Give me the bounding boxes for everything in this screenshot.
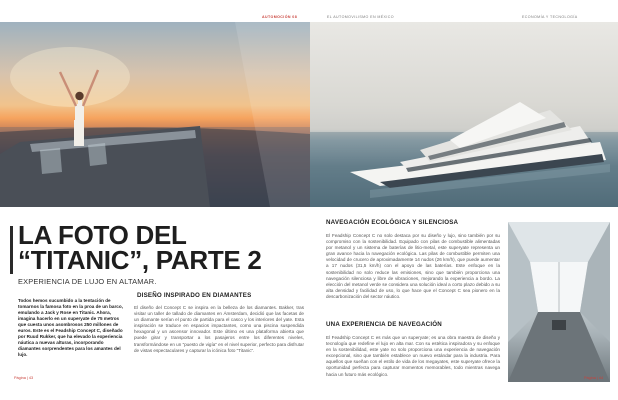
interior-atrium-photo xyxy=(508,222,610,382)
headline-accent-bar xyxy=(10,226,13,274)
titanic-pose-photo xyxy=(0,22,310,207)
folio-right: Página | 44 xyxy=(584,376,604,380)
running-header-right: ECONOMÍA Y TECNOLOGÍA xyxy=(522,15,578,19)
running-header-section: AUTOMOCIÓN xyxy=(262,15,291,19)
section-title-eco: NAVEGACIÓN ECOLÓGICA Y SILENCIOSA xyxy=(326,219,459,226)
folio-left: Página | 43 xyxy=(14,376,34,380)
article-headline: LA FOTO DEL “TITANIC”, PARTE 2 xyxy=(18,220,262,275)
yacht-photo xyxy=(310,22,618,207)
article-subhead: EXPERIENCIA DE LUJO EN ALTAMAR. xyxy=(18,277,157,286)
section-body-diamonds: El diseño del Concept C se inspira en la belleza de los diamantes. Bakker, tras visitar un taller de tallado de diamantes en Ámsterdam, decidió que las facetas de un diamante serían el punto de partida para el casco y los interiores del yate. Esta inspiración se traduce en espacios impactantes, como una piscina suspendida hexagonal y un ascensor innovador. Este último es una plataforma abierta que puede girar y transportar a los pasajeros entre los diferentes niveles, transformándose en un “puesto de vigía” en el nivel superior, perfecto para disfrutar de vistas espectaculares y capturar la icónica foto “Titanic”. xyxy=(134,305,304,353)
running-header-page: 08 xyxy=(292,15,298,19)
running-header-center: EL AUTOMOVILISMO EN MÉXICO xyxy=(327,15,394,19)
section-body-experience: El Feadship Concept C es más que un superyate; es una obra maestra de diseño y tecnología que redefine el lujo en alta mar. Con su estética inspiradora y su enfoque en la sostenibilidad, este yate no solo proporciona una experiencia de navegación excepcional, sino que también establece un nuevo estándar para la industria. Para aquellos que sueñan con el estilo de vida de los megayates, este superyate ofrece la oportunidad perfecta para capturar momentos memorables, todo mientras navega hacia un futuro más ecológico. xyxy=(326,335,500,377)
article-lead: Todos hemos sucumbido a la tentación de tomarnos la famosa foto en la proa de un barco, emulando a Jack y Rose en Titanic. Ahora, imagina hacerlo en un superyate de 75 metros que cuesta unos asombrosos 250 millones de euros. Este es el Feadship Concept C, diseñado por Ruud Rukker, que ha elevado la experiencia náutica a nuevas alturas, incorporando diamantes sorprendentes para los amantes del lujo. xyxy=(18,298,123,357)
section-title-diamonds: DISEÑO INSPIRADO EN DIAMANTES xyxy=(137,292,252,299)
running-header-left xyxy=(262,15,297,19)
section-title-experience: UNA EXPERIENCIA DE NAVEGACIÓN xyxy=(326,321,442,328)
section-body-eco: El Feadship Concept C no solo destaca por su diseño y lujo, sino también por su compromiso con la sostenibilidad. Equipado con pilas de combustible alimentadas por metanol y un sistema de baterías de litio-metal, este superyate representa un gran avance hacia la navegación ecológica. Las pilas de combustible permiten una velocidad de crucero de aproximadamente 14 nudos (26 km/h), que puede aumentar a 17 nudos (31,5 km/h) con el apoyo de las baterías. Este enfoque en la sostenibilidad no solo reduce las emisiones, sino que también proporciona una navegación silenciosa y libre de vibraciones, mejorando la experiencia a bordo. La elección del metanol verde se considera una solución ideal a corto plazo debido a su alta densidad y facilidad de uso, lo que hace que el Concept C sea pionero en la descarbonización del sector náutico. xyxy=(326,233,500,299)
interior-atrium-illustration xyxy=(508,222,610,382)
yacht-illustration xyxy=(310,22,618,207)
titanic-pose-illustration xyxy=(0,22,310,207)
